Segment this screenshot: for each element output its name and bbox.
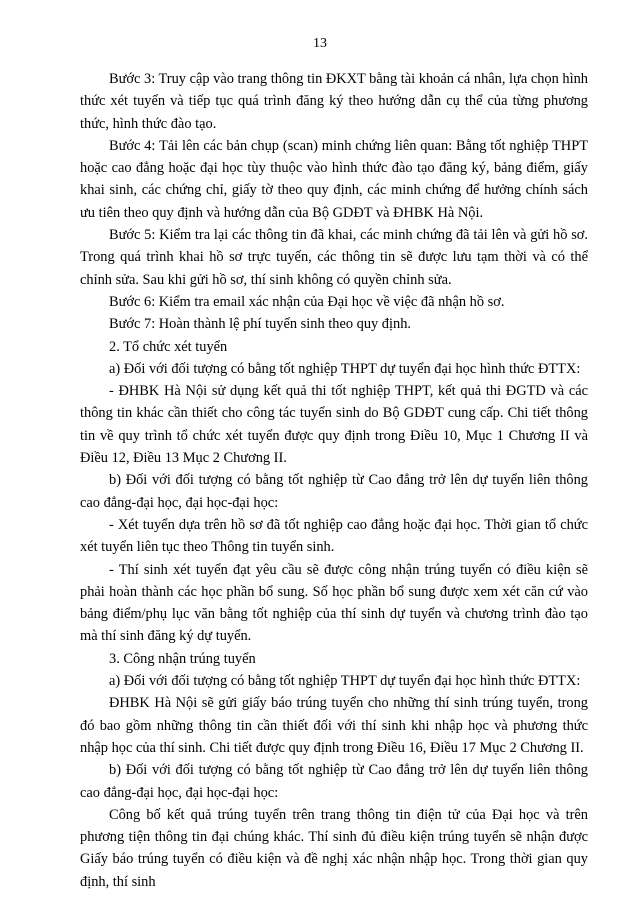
paragraph-step-7: Bước 7: Hoàn thành lệ phí tuyển sinh theo quy định. [109, 316, 411, 333]
page-number: 13 [313, 36, 327, 51]
subsection-heading-b: b) Đối với đối tượng có bằng tốt nghiệp từ Cao đẳng trở lên dự tuyển liên thông cao đẳng-đại học, đại học-đại học: [80, 472, 588, 511]
paragraph-body: Công bố kết quả trúng tuyển trên trang thông tin điện tử của Đại học và trên phương tiện thông tin đại chúng khác. Thí sinh đủ điều kiện trúng tuyển sẽ nhận được Giấy báo trúng tuyển có điều kiện và đề nghị xác nhận nhập học. Trong thời gian quy định, thí sinh [80, 806, 588, 890]
subsection-heading-b: b) Đối với đối tượng có bằng tốt nghiệp từ Cao đẳng trở lên dự tuyển liên thông cao đẳng-đại học, đại học-đại học: [80, 762, 588, 801]
subsection-heading-a: a) Đối với đối tượng có bằng tốt nghiệp THPT dự tuyển đại học hình thức ĐTTX: [109, 360, 581, 377]
subsection-heading-a: a) Đối với đối tượng có bằng tốt nghiệp THPT dự tuyển đại học hình thức ĐTTX: [109, 673, 581, 690]
paragraph-step-5: Bước 5: Kiểm tra lại các thông tin đã khai, các minh chứng đã tải lên và gửi hồ sơ. Trong quá trình khai hồ sơ trực tuyến, các thông tin sẽ được lưu tạm thời và có thể chỉnh sửa. Sau khi gửi hồ sơ, thí sinh không có quyền chỉnh sửa. [80, 227, 588, 288]
paragraph-bullet: - ĐHBK Hà Nội sử dụng kết quả thi tốt nghiệp THPT, kết quả thi ĐGTD và các thông tin khác cần thiết cho công tác tuyển sinh do Bộ GDĐT cung cấp. Chi tiết thông tin về quy trình tổ chức xét tuyển được quy định trong Điều 10, Mục 1 Chương II và Điều 12, Điều 13 Mục 2 Chương II. [80, 383, 588, 467]
section-heading-admission-organization: 2. Tổ chức xét tuyển [109, 338, 228, 355]
paragraph-body: ĐHBK Hà Nội sẽ gửi giấy báo trúng tuyển cho những thí sinh trúng tuyển, trong đó bao gồm những thông tin cần thiết đối với thí sinh khi nhập học và phương thức nhập học của thí sinh. Chi tiết được quy định trong Điều 16, Điều 17 Mục 2 Chương II. [80, 695, 588, 756]
paragraph-step-3: Bước 3: Truy cập vào trang thông tin ĐKXT bằng tài khoản cá nhân, lựa chọn hình thức xét tuyển và tiếp tục quá trình đăng ký theo hướng dẫn cụ thể của từng phương thức, hình thức đào tạo. [80, 71, 588, 132]
document-body [80, 68, 588, 893]
paragraph-bullet: - Thí sinh xét tuyển đạt yêu cầu sẽ được công nhận trúng tuyển có điều kiện sẽ phải hoàn thành các học phần bổ sung. Số học phần bổ sung được xem xét căn cứ vào bảng điểm/phụ lục văn bằng tốt nghiệp của thí sinh dự tuyển và chương trình đào tạo mà thí sinh đăng ký dự tuyển. [80, 561, 588, 645]
paragraph-bullet: - Xét tuyển dựa trên hồ sơ đã tốt nghiệp cao đẳng hoặc đại học. Thời gian tổ chức xét tuyển liên tục theo Thông tin tuyển sinh. [80, 516, 588, 556]
paragraph-step-6: Bước 6: Kiểm tra email xác nhận của Đại học về việc đã nhận hồ sơ. [109, 293, 505, 310]
section-heading-admission-recognition: 3. Công nhận trúng tuyển [109, 650, 256, 667]
paragraph-step-4: Bước 4: Tải lên các bản chụp (scan) minh chứng liên quan: Bằng tốt nghiệp THPT hoặc cao đẳng hoặc đại học tùy thuộc vào hình thức đào tạo đăng ký, bảng điểm, giấy khai sinh, các chứng chỉ, giấy tờ theo quy định, các minh chứng để hưởng chính sách ưu tiên theo quy định và hướng dẫn của Bộ GDĐT và ĐHBK Hà Nội. [80, 137, 588, 221]
